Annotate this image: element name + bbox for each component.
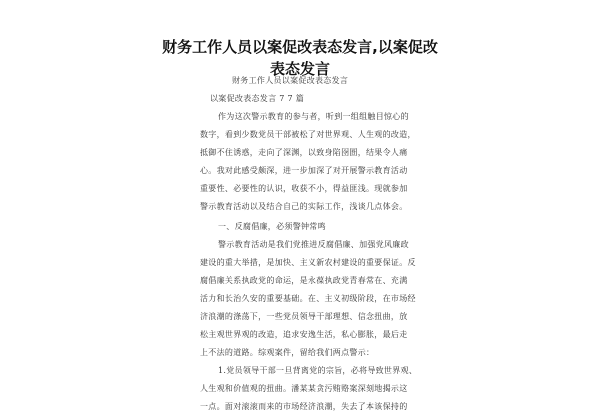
- paragraph-line: 一点。面对滚滚而来的市场经济浪潮，失去了本该保持的: [200, 402, 408, 411]
- paragraph-line: 1.党员领导干部一旦背离党的宗旨，必将导致世界观、: [218, 366, 418, 375]
- paragraph-line: 警示教育活动以及结合自己的实际工作，浅谈几点体会。: [200, 202, 408, 211]
- paragraph-line: 济浪潮的涤荡下，一些党员领导干部理想、信念扭曲，放: [200, 312, 408, 321]
- article-count: 以案促改表态发言 7 7 篇: [210, 94, 305, 103]
- paragraph-line: 心。我对此感受颇深，进一步加深了对开展警示教育活动: [200, 166, 408, 175]
- paragraph-line: 建设的重大举措，是加快、主义新农村建设的重要保证。反: [200, 258, 416, 267]
- document-title-line-1: 财务工作人员以案促改表态发言,以案促改: [162, 38, 438, 56]
- paragraph-line: 松主观世界观的改造，追求安逸生活，私心膨胀，最后走: [200, 330, 408, 339]
- paragraph-line: 数字，看到少数党员干部被松了对世界观、人生观的改造，: [200, 130, 416, 139]
- paragraph-line: 人生观和价值观的扭曲。潘某某贪污贿赂案深刻地揭示这: [200, 384, 408, 393]
- paragraph-line: 活力和长治久安的重要基础。在、主义初级阶段，在市场经: [200, 294, 416, 303]
- subtitle: 财务工作人员以案促改表态发言: [232, 76, 349, 85]
- paragraph-line: 抵御不住诱惑，走向了深渊，以致身陷囹圄，结果令人痛: [200, 148, 408, 157]
- section-heading: 一、反腐倡廉，必须警钟常鸣: [218, 222, 326, 231]
- document-title-line-2: 表态发言: [269, 60, 330, 78]
- paragraph-line: 腐倡廉关系执政党的命运，是永葆执政党青春常在、充满: [200, 276, 408, 285]
- paragraph-line: 作为这次警示教育的参与者，听到一组组触目惊心的: [218, 112, 409, 121]
- paragraph-line: 警示教育活动是我们党推进反腐倡廉、加强党风廉政: [218, 240, 409, 249]
- paragraph-line: 上不法的道路。综观案件，留给我们两点警示：: [200, 348, 375, 357]
- paragraph-line: 重要性、必要性的认识，收获不小，得益匪浅。现就参加: [200, 184, 408, 193]
